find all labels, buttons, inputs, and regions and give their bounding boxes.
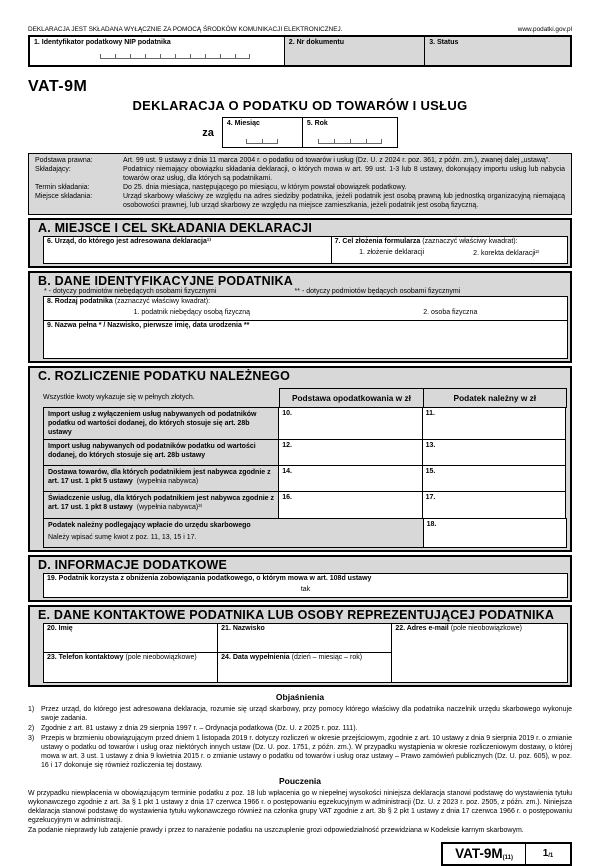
comb-cell <box>366 139 382 144</box>
legal-basis-box <box>28 153 572 215</box>
table-row-total <box>43 518 568 548</box>
field10-number: 10. <box>282 409 292 417</box>
field9-full-name[interactable] <box>44 321 567 358</box>
explanation-item <box>28 734 572 770</box>
footer-form-version: (11) <box>502 855 513 862</box>
field8-options <box>47 309 564 316</box>
section-c-table <box>30 388 570 550</box>
field12-input[interactable] <box>278 439 422 466</box>
comb-cell <box>220 54 235 59</box>
legend-individuals: ** - dotyczy podmiotów będących osobami fizycznymi <box>294 287 461 295</box>
row4-label-note: (wypełnia nabywca)³⁾ <box>136 503 203 511</box>
electronic-filing-notice: DEKLARACJA JEST SKŁADANA WYŁĄCZNIE ZA POMOCĄ ŚRODKÓW KOMUNIKACJI ELEKTRONICZNEJ. <box>28 26 343 33</box>
comb-cell <box>318 139 334 144</box>
comb-cell <box>334 139 350 144</box>
legal-row-basis <box>35 156 565 165</box>
field22-label-note: (pole nieobowiązkowe) <box>450 624 522 632</box>
field20-first-name[interactable] <box>44 624 218 653</box>
comb-cell <box>130 54 145 59</box>
field10-input[interactable] <box>278 407 422 440</box>
legal-label: Termin składania: <box>35 184 90 192</box>
field7-filing-purpose <box>332 237 567 263</box>
section-e <box>28 605 572 687</box>
field24-label <box>221 654 388 663</box>
section-b-legend <box>30 288 570 296</box>
field6-tax-office[interactable] <box>44 237 332 263</box>
legal-label: Podstawa prawna: <box>35 157 93 164</box>
field8-label-note: (zaznaczyć właściwy kwadrat): <box>114 297 211 305</box>
status-cell <box>424 37 570 65</box>
comb-cell <box>350 139 366 144</box>
legend-non-individuals: * - dotyczy podmiotów niebędących osobami fizycznymi <box>44 287 217 295</box>
field19-label: 19. Podatnik korzysta z obniżenia zobowiązania podatkowego, o którym mowa w art. 108d ustawy <box>47 574 372 582</box>
field21-label: 21. Nazwisko <box>221 624 265 632</box>
explanations-block <box>28 692 572 771</box>
legal-text: Urząd skarbowy właściwy ze względu na adres siedziby podatnika, jeżeli podatnik jest osobą prawną lub jednostką organizacyjną niemającą osobowości prawnej, lub urząd skarbowy ze względu na miejsce zamieszkania, jeżeli podatnik jest osobą fizyczną. <box>123 193 565 210</box>
field8-label <box>47 298 564 307</box>
footer-page-number <box>526 844 570 864</box>
field11-input[interactable] <box>422 407 566 440</box>
comb-cell <box>145 54 160 59</box>
period-box <box>222 117 398 148</box>
explanation-text: Zgodnie z art. 81 ustawy z dnia 29 sierpnia 1997 r. – Ordynacja podatkowa (Dz. U. z 2025 r. poz. 111). <box>41 725 358 733</box>
row3-label-text: Dostawa towarów, dla których podatnikiem jest nabywca zgodnie z art. 17 ust. 1 pkt 5 ustawy <box>48 468 271 485</box>
option-correction-declaration[interactable]: 2. korekta deklaracji²⁾ <box>473 250 540 258</box>
field16-input[interactable] <box>278 491 422 519</box>
section-e-title: E. DANE KONTAKTOWE PODATNIKA LUB OSOBY REPREZENTUJĄCEJ PODATNIKA <box>38 607 555 622</box>
legal-label: Miejsce składania: <box>35 193 93 201</box>
field17-input[interactable] <box>422 491 566 519</box>
legal-text: Art. 99 ust. 9 ustawy z dnia 11 marca 2004 r. o podatku od towarów i usług (Dz. U. z 2024 r. poz. 361, z późn. zm.), zwanej dalej „ustawą”. <box>123 157 551 164</box>
section-d-title: D. INFORMACJE DODATKOWE <box>38 557 228 572</box>
comb-cell <box>235 54 250 59</box>
field24-label-text: 24. Data wypełnienia <box>221 653 290 661</box>
header-id-table <box>28 35 572 67</box>
option-filing-declaration[interactable]: 1. złożenie deklaracji <box>359 249 425 257</box>
row3-label <box>43 465 279 492</box>
field22-label-text: 22. Adres e-mail <box>395 624 449 632</box>
cautions-block <box>28 776 572 836</box>
section-d <box>28 555 572 602</box>
row3-label-note: (wypełnia nabywca) <box>136 477 199 485</box>
form-code-title: VAT-9M <box>28 78 88 95</box>
year-field-cell <box>303 118 397 147</box>
period-prefix: za <box>202 126 214 139</box>
row4-label <box>43 491 279 519</box>
footer-form-code-text: VAT-9M <box>455 846 503 862</box>
field23-label-text: 23. Telefon kontaktowy <box>47 653 124 661</box>
legal-row-place <box>35 192 565 210</box>
field7-label-note: (zaznaczyć właściwy kwadrat): <box>422 237 518 245</box>
section-a <box>28 218 572 268</box>
column-header-tax-due: Podatek należny w zł <box>423 388 567 408</box>
field18-input[interactable] <box>423 518 567 548</box>
nip-field-cell <box>30 37 284 65</box>
status-label: 3. Status <box>429 39 459 46</box>
comb-cell <box>205 54 220 59</box>
field11-number: 11. <box>425 409 435 417</box>
field19-yes-option[interactable]: tak <box>300 585 311 593</box>
column-header-tax-base: Podstawa opodatkowania w zł <box>279 388 423 408</box>
field23-label <box>47 654 214 663</box>
field14-input[interactable] <box>278 465 422 492</box>
cautions-heading: Pouczenia <box>278 775 322 786</box>
month-input[interactable] <box>246 139 278 144</box>
explanation-number: 1) <box>28 705 35 713</box>
field23-label-note: (pole nieobowiązkowe) <box>125 653 197 661</box>
section-b <box>28 271 572 363</box>
field22-email[interactable] <box>392 624 567 682</box>
field8-taxpayer-type <box>44 297 567 321</box>
form-code-footer-box <box>441 842 572 866</box>
explanation-number: 3) <box>28 735 35 743</box>
field13-number: 13. <box>425 441 436 449</box>
period-row <box>28 117 572 148</box>
footer-row <box>28 842 572 866</box>
explanation-item <box>28 705 572 723</box>
legal-row-deadline <box>35 183 565 192</box>
comb-cell <box>160 54 175 59</box>
document-number-cell <box>284 37 424 65</box>
field23-phone[interactable] <box>44 653 218 682</box>
field16-number: 16. <box>282 493 292 501</box>
total-label-subnote: Należy wpisać sumę kwot z poz. 11, 13, 15 i 17. <box>48 533 197 541</box>
field13-input[interactable] <box>422 439 566 466</box>
field7-label-text: 7. Cel złożenia formularza <box>334 237 421 245</box>
section-b-fields <box>43 296 568 359</box>
explanation-text: Przepis w brzmieniu obowiązującym przed dniem 1 listopada 2019 r. dotyczy rozliczeń w okresie przejściowym, zgodnie z art. 10 ustawy z dnia 9 sierpnia 2019 r. o zmianie ustawy o podatku od towarów i usług oraz niektórych innych ustaw (Dz. U. poz. 1751, z późn. zm.). W przypadku wystąpienia w okresie rozliczeniowym dostawy, o której mowa w art. 3 ust. 1 ustawy z dnia 9 kwietnia 2015 r. o zmianie ustawy o podatku od towarów i usług oraz ustawy – Prawo zamówień publicznych (Dz. U. poz. 605), w poz. 16 i 17 dokonuje się również rozliczenia tej dostawy. <box>41 735 572 770</box>
section-a-fields <box>43 236 568 264</box>
field9-label: 9. Nazwa pełna * / Nazwisko, pierwsze imię, data urodzenia ** <box>47 321 250 329</box>
section-b-title: B. DANE IDENTYFIKACYJNE PODATNIKA <box>38 273 293 288</box>
legal-label: Składający: <box>35 166 71 174</box>
legal-text: Do 25. dnia miesiąca, następującego po miesiącu, w którym powstał obowiązek podatkowy. <box>123 184 407 192</box>
footer-page-no: 1 <box>542 848 549 860</box>
table-row <box>43 465 568 492</box>
explanation-text: Przez urząd, do którego jest adresowana deklaracja, rozumie się urząd skarbowy, przy pomocy którego właściwy dla podatnika naczelnik urzędu skarbowego wykonuje swoje zadania. <box>41 705 572 722</box>
field20-label: 20. Imię <box>47 624 73 632</box>
field24-label-note: (dzień – miesiąc – rok) <box>291 653 363 661</box>
comb-cell <box>262 139 278 144</box>
amounts-note: Wszystkie kwoty wykazuje się w pełnych złotych. <box>43 394 195 402</box>
field18-number: 18. <box>426 520 437 528</box>
month-label: 4. Miesiąc <box>226 120 260 127</box>
section-c-header-row <box>43 388 568 408</box>
year-label: 5. Rok <box>306 120 328 127</box>
footer-page-total: /1 <box>548 853 554 860</box>
legal-row-filers <box>35 165 565 183</box>
legal-text: Podatnicy niemający obowiązku składania deklaracji, o których mowa w art. 99 ust. 1-3 lub 8 ustawy, dokonujący importu usług lub nabycia towarów oraz usług, dla których są podatnikami. <box>123 166 565 183</box>
option-individual[interactable]: 2. osoba fizyczna <box>423 309 478 317</box>
section-c-title: C. ROZLICZENIE PODATKU NALEŻNEGO <box>38 368 290 383</box>
document-number-label: 2. Nr dokumentu <box>288 39 345 46</box>
field21-last-name[interactable] <box>218 624 392 653</box>
field14-number: 14. <box>282 467 292 475</box>
field6-label: 6. Urząd, do którego jest adresowana deklaracja¹⁾ <box>47 237 211 245</box>
total-row-label <box>43 518 424 548</box>
field8-label-text: 8. Rodzaj podatnika <box>47 297 113 305</box>
field7-options <box>335 249 564 257</box>
explanation-number: 2) <box>28 725 35 733</box>
form-main-title: DEKLARACJA O PODATKU OD TOWARÓW I USŁUG <box>132 98 468 113</box>
caution-paragraph: Za podanie nieprawdy lub zatajenie prawdy i przez to narażenie podatku na uszczuplenie grozi odpowiedzialność przewidziana w Kodeksie karnym skarbowym. <box>28 826 524 834</box>
section-c <box>28 366 572 552</box>
table-row <box>43 491 568 519</box>
table-row <box>43 439 568 466</box>
field7-label <box>335 238 564 247</box>
section-a-title: A. MIEJSCE I CEL SKŁADANIA DEKLARACJI <box>38 220 313 235</box>
caution-paragraph: W przypadku niewpłacenia w obowiązującym terminie podatku z poz. 18 lub wpłacenia go w niepełnej wysokości niniejsza deklaracja stanowi podstawę do wystawienia tytułu wykonawczego zgodnie z art. 3a § 1 pkt 1 ustawy z dnia 17 czerwca 1966 r. o postępowaniu egzekucyjnym w administracji (Dz. U. z 2023 r. poz. 2505, z późn. zm.). Niniejsza deklaracja stanowi podstawę do wystawienia tytułu wykonawczego również na członka grupy VAT zgodnie z art. 3b § 2 pkt 1 ustawy z dnia 17 czerwca 1966 r. o postępowaniu egzekucyjnym w administracji. <box>28 789 572 824</box>
field24-fill-date[interactable] <box>218 653 392 682</box>
field22-label <box>395 625 564 634</box>
section-e-fields <box>43 623 568 683</box>
explanations-heading: Objaśnienia <box>275 691 325 702</box>
comb-cell <box>175 54 190 59</box>
explanation-item <box>28 724 572 733</box>
comb-cell <box>115 54 130 59</box>
nip-input[interactable] <box>100 54 280 59</box>
field17-number: 17. <box>425 493 436 501</box>
option-non-individual[interactable]: 1. podatnik niebędący osobą fizyczną <box>133 309 250 317</box>
field12-number: 12. <box>282 441 292 449</box>
nip-label: 1. Identyfikator podatkowy NIP podatnika <box>34 39 171 46</box>
row2-label: Import usług nabywanych od podatników podatku od wartości dodanej, do których stosuje się art. 28b ustawy <box>43 439 279 466</box>
field19-art108d-reduction <box>43 573 568 598</box>
month-field-cell <box>223 118 303 147</box>
field15-input[interactable] <box>422 465 566 492</box>
comb-cell <box>190 54 205 59</box>
year-input[interactable] <box>318 139 382 144</box>
comb-cell <box>100 54 115 59</box>
top-notice-row <box>28 26 572 35</box>
footer-form-code <box>443 844 526 864</box>
row1-label: Import usług z wyłączeniem usług nabywanych od podatników podatku od wartości dodanej, do których stosuje się art. 28b ustawy <box>43 407 279 440</box>
comb-cell <box>246 139 262 144</box>
field15-number: 15. <box>425 467 436 475</box>
website-link[interactable]: www.podatki.gov.pl <box>517 26 572 33</box>
row4-label-text: Świadczenie usług, dla których podatnikiem jest nabywca zgodnie z art. 17 ust. 1 pkt 8 ustawy <box>48 494 274 511</box>
total-label-text: Podatek należny podlegający wpłacie do urzędu skarbowego <box>48 521 251 529</box>
table-row <box>43 407 568 440</box>
